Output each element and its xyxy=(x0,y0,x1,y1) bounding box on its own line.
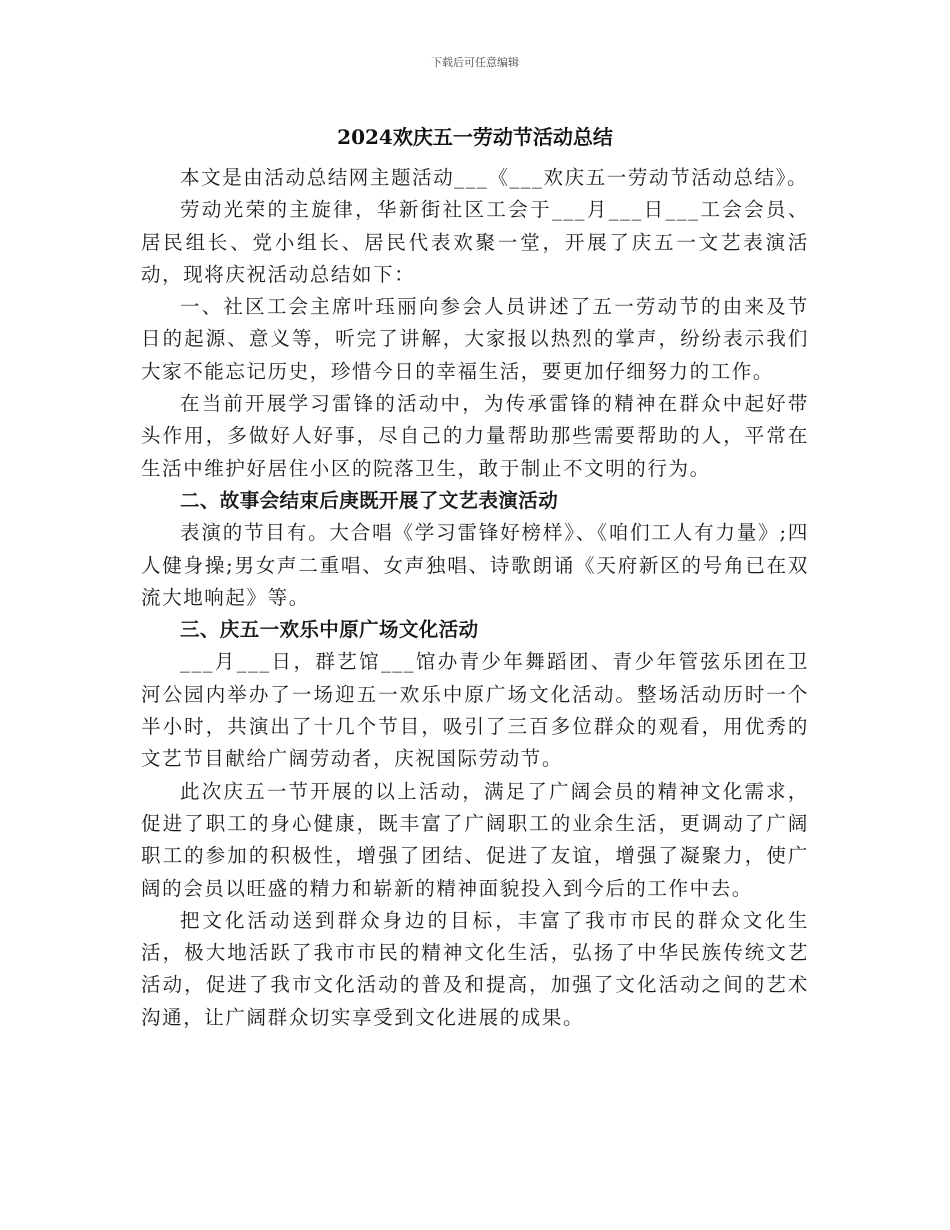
paragraph-overview: 劳动光荣的主旋律，华新街社区工会于___月___日___工会会员、居民组长、党小组长、居民代表欢聚一堂，开展了庆五一文艺表演活动，现将庆祝活动总结如下： xyxy=(141,198,809,286)
paragraph-results: 此次庆五一节开展的以上活动，满足了广阔会员的精神文化需求，促进了职工的身心健康，既丰富了广阔职工的业余生活，更调动了广阔职工的参加的积极性，增强了团结、促进了友谊，增强了凝聚力，使广阔的会员以旺盛的精力和崭新的精神面貌投入到今后的工作中去。 xyxy=(141,779,809,900)
document-body xyxy=(141,162,809,1034)
section-heading-two: 二、故事会结束后庚既开展了文艺表演活动 xyxy=(180,488,559,512)
document-title: 2024欢庆五一劳动节活动总结 xyxy=(337,125,613,149)
paragraph-conclusion: 把文化活动送到群众身边的目标，丰富了我市市民的群众文化生活，极大地活跃了我市市民的精神文化生活，弘扬了中华民族传统文艺活动，促进了我市文化活动的普及和提高，加强了文化活动之间的艺术沟通，让广阔群众切实享受到文化进展的成果。 xyxy=(141,908,809,1029)
paragraph-square-event: ___月___日，群艺馆___馆办青少年舞蹈团、青少年管弦乐团在卫河公园内举办了一场迎五一欢乐中原广场文化活动。整场活动历时一个半小时，共演出了十几个节目，吸引了三百多位群众的观看，用优秀的文艺节目献给广阔劳动者，庆祝国际劳动节。 xyxy=(141,650,809,771)
paragraph-lei-feng: 在当前开展学习雷锋的活动中，为传承雷锋的精神在群众中起好带头作用，多做好人好事，尽自己的力量帮助那些需要帮助的人，平常在生活中维护好居住小区的院落卫生，敢于制止不文明的行为。 xyxy=(141,392,809,480)
paragraph-performances: 表演的节目有。大合唱《学习雷锋好榜样》、《咱们工人有力量》;四人健身操;男女声二重唱、女声独唱、诗歌朗诵《天府新区的号角已在双流大地响起》等。 xyxy=(141,521,809,609)
paragraph-intro: 本文是由活动总结网主题活动___《___欢庆五一劳动节活动总结》。 xyxy=(180,166,809,189)
section-heading-three: 三、庆五一欢乐中原广场文化活动 xyxy=(180,618,479,642)
paragraph-section-one: 一、社区工会主席叶珏丽向参会人员讲述了五一劳动节的由来及节日的起源、意义等，听完了讲解，大家报以热烈的掌声，纷纷表示我们大家不能忘记历史，珍惜今日的幸福生活，要更加仔细努力的工作。 xyxy=(141,295,809,383)
header-note: 下载后可任意编辑 xyxy=(431,56,519,69)
